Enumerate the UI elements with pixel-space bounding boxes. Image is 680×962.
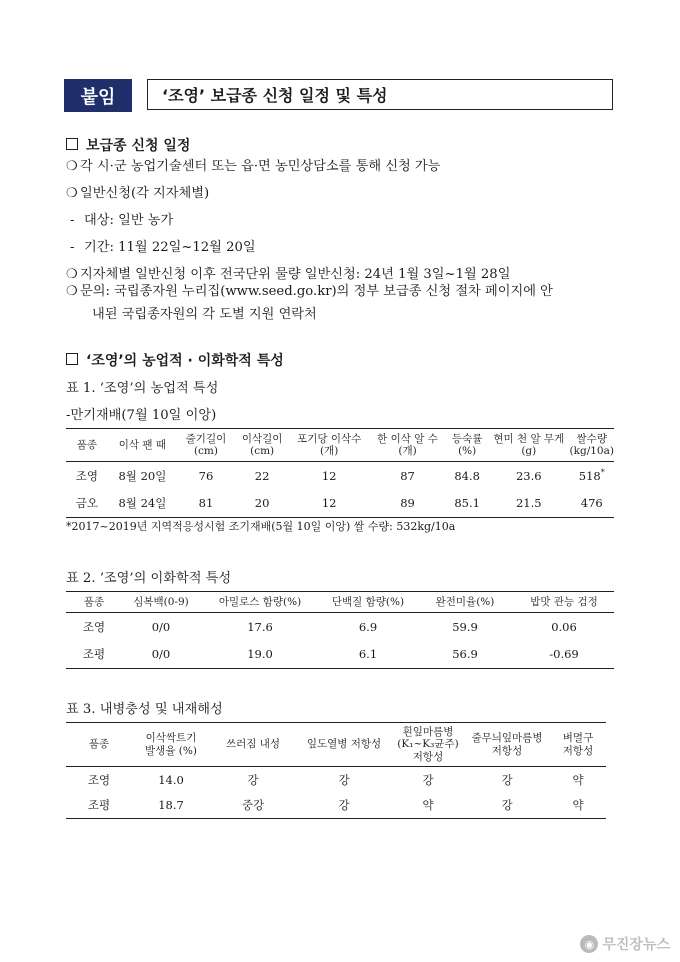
table-cell: 중강 [241,798,265,813]
column-header: 이삭싹트기 발생율 (%) [145,732,197,757]
column-header: 줄기길이 (cm) [185,432,227,457]
watermark [580,934,670,954]
schedule-item-text: 문의: 국립종자원 누리집(www.seed.go.kr)의 정부 보급종 신청 절차 페이지에 안 [80,284,553,299]
column-header: 품종 [88,738,110,751]
table-cell: 76 [198,468,214,483]
column-header: 품종 [76,438,97,451]
column-header: 등숙률 (%) [451,432,483,457]
schedule-item [66,209,173,228]
table-row [66,462,614,490]
table-cell: 조영 [75,468,98,483]
page-title-text: ‘조영’ 보급종 신청 일정 및 특성 [162,86,388,105]
table-cell: 22 [254,468,270,483]
table-cell: 약 [422,798,434,813]
column-header: 품종 [83,595,105,608]
schedule-item-text: 일반신청(각 지자체별) [80,186,210,201]
circle-bullet-icon: ❍ [66,159,78,174]
column-header: 흰잎마름병 (K₁~K₃균주) 저항성 [397,726,459,763]
column-header: 줄무늬잎마름병 저항성 [471,732,543,757]
table-cell: 0.06 [551,619,577,634]
table-cell: 12 [321,468,337,483]
table-cell: 518* [578,468,605,484]
schedule-item [66,236,256,255]
table-row [66,793,606,819]
table-cell: 8월 24일 [118,496,167,511]
column-header: 벼멸구 저항성 [562,732,594,757]
table-cell: 84.8 [454,468,480,483]
schedule-item-text: 기간: 11월 22일~12월 20일 [84,240,256,255]
table-cell: 조평 [87,798,111,813]
table-cell: 8월 20일 [118,468,167,483]
column-header: 심복백(0-9) [133,595,189,608]
table-cell: 476 [580,496,603,511]
column-header: 이삭 팬 때 [118,438,167,451]
section1-heading-text: 보급종 신청 일정 [86,138,191,154]
table-cell: 강 [501,772,513,787]
schedule-item-text: 내된 국립종자원의 각 도별 지원 연락처 [92,307,317,322]
table-cell: 강 [338,772,350,787]
column-header: 쌀수량 (kg/10a) [569,432,614,457]
table2-caption: 표 2. ‘조영’의 이화학적 특성 [66,571,232,586]
agronomic-table [66,428,614,518]
table1-caption: 표 1. ‘조영’의 농업적 특성 [66,381,219,396]
table-cell: 59.9 [452,619,478,634]
table-cell: 약 [572,798,584,813]
circle-bullet-icon: ❍ [66,284,78,299]
table-row [66,490,614,518]
square-bullet-icon [66,138,78,150]
schedule-item [66,280,553,299]
resistance-table [66,722,606,819]
table3-caption: 표 3. 내병충성 및 내재해성 [66,702,223,717]
circle-bullet-icon: ❍ [66,186,78,201]
schedule-item [66,182,209,201]
column-header: 한 이삭 알 수 (개) [377,432,438,457]
table-cell: 6.9 [358,619,378,634]
column-header: 쓰러짐 내성 [225,738,281,751]
section-heading-characteristics [66,350,284,370]
schedule-item-text: 각 시·군 농업기술센터 또는 읍·면 농민상담소를 통해 신청 가능 [80,159,441,174]
column-header: 잎도열병 저항성 [306,738,382,751]
table-cell: 조영 [82,619,106,634]
table-cell: 조영 [87,772,111,787]
table-cell: 89 [400,496,415,511]
table-cell: 약 [572,772,584,787]
physicochemical-table [66,591,614,669]
table-cell: 금오 [75,496,98,511]
schedule-item [66,303,317,322]
column-header: 포기당 이삭수 (개) [297,432,362,457]
table-cell: 81 [198,496,214,511]
table-cell: -0.69 [549,647,579,662]
dash-bullet: - [70,240,75,255]
table-cell: 6.1 [358,647,378,662]
circle-bullet-icon: ❍ [66,267,78,282]
table-cell: 18.7 [158,798,184,813]
schedule-item-text: 대상: 일반 농가 [84,213,174,228]
table1-footnote: *2017~2019년 지역적응성시험 조기재배(5월 10일 이앙) 쌀 수량: 532kg/10a [66,520,456,533]
dash-bullet: - [70,213,75,228]
table-cell: 조평 [82,647,106,662]
appendix-tag: 붙임 [64,79,132,112]
column-header: 밥맛 관능 검정 [530,595,598,608]
column-header: 완전미율(%) [435,595,495,608]
table-cell: 강 [338,798,350,813]
table-cell: 강 [247,772,259,787]
table-row [66,641,614,669]
table-cell: 0/0 [151,647,171,662]
table-cell: 12 [321,496,337,511]
section-heading-schedule [66,135,190,155]
table-cell: 56.9 [452,647,478,662]
table1-subcaption: -만기재배(7월 10일 이앙) [66,408,217,423]
watermark-text: 무진장뉴스 [602,937,670,953]
schedule-item [66,155,440,174]
table-cell: 19.0 [247,647,273,662]
square-bullet-icon [66,353,78,365]
page-title [147,79,613,110]
column-header: 아밀로스 함량(%) [218,595,302,608]
section2-heading-text: ‘조영’의 농업적 · 이화학적 특성 [86,353,284,369]
table-cell: 20 [254,496,270,511]
table-cell: 17.6 [247,619,273,634]
table-row [66,613,614,641]
table-cell: 강 [422,772,434,787]
table-cell: 23.6 [515,468,542,483]
table-cell: 강 [501,798,513,813]
table-cell: 87 [400,468,415,483]
circle-logo-icon: ◉ [580,935,598,953]
table-cell: 0/0 [151,619,171,634]
column-header: 이삭길이 (cm) [241,432,283,457]
table-cell: 21.5 [515,496,542,511]
table-row [66,767,606,793]
footnote-marker: * [600,468,605,478]
column-header: 단백질 함량(%) [331,595,405,608]
schedule-item-text: 지자체별 일반신청 이후 전국단위 물량 일반신청: 24년 1월 3일~1월 28일 [80,267,511,282]
table-cell: 14.0 [158,772,184,787]
table-cell: 85.1 [454,496,480,511]
column-header: 현미 천 알 무게 (g) [493,432,565,457]
